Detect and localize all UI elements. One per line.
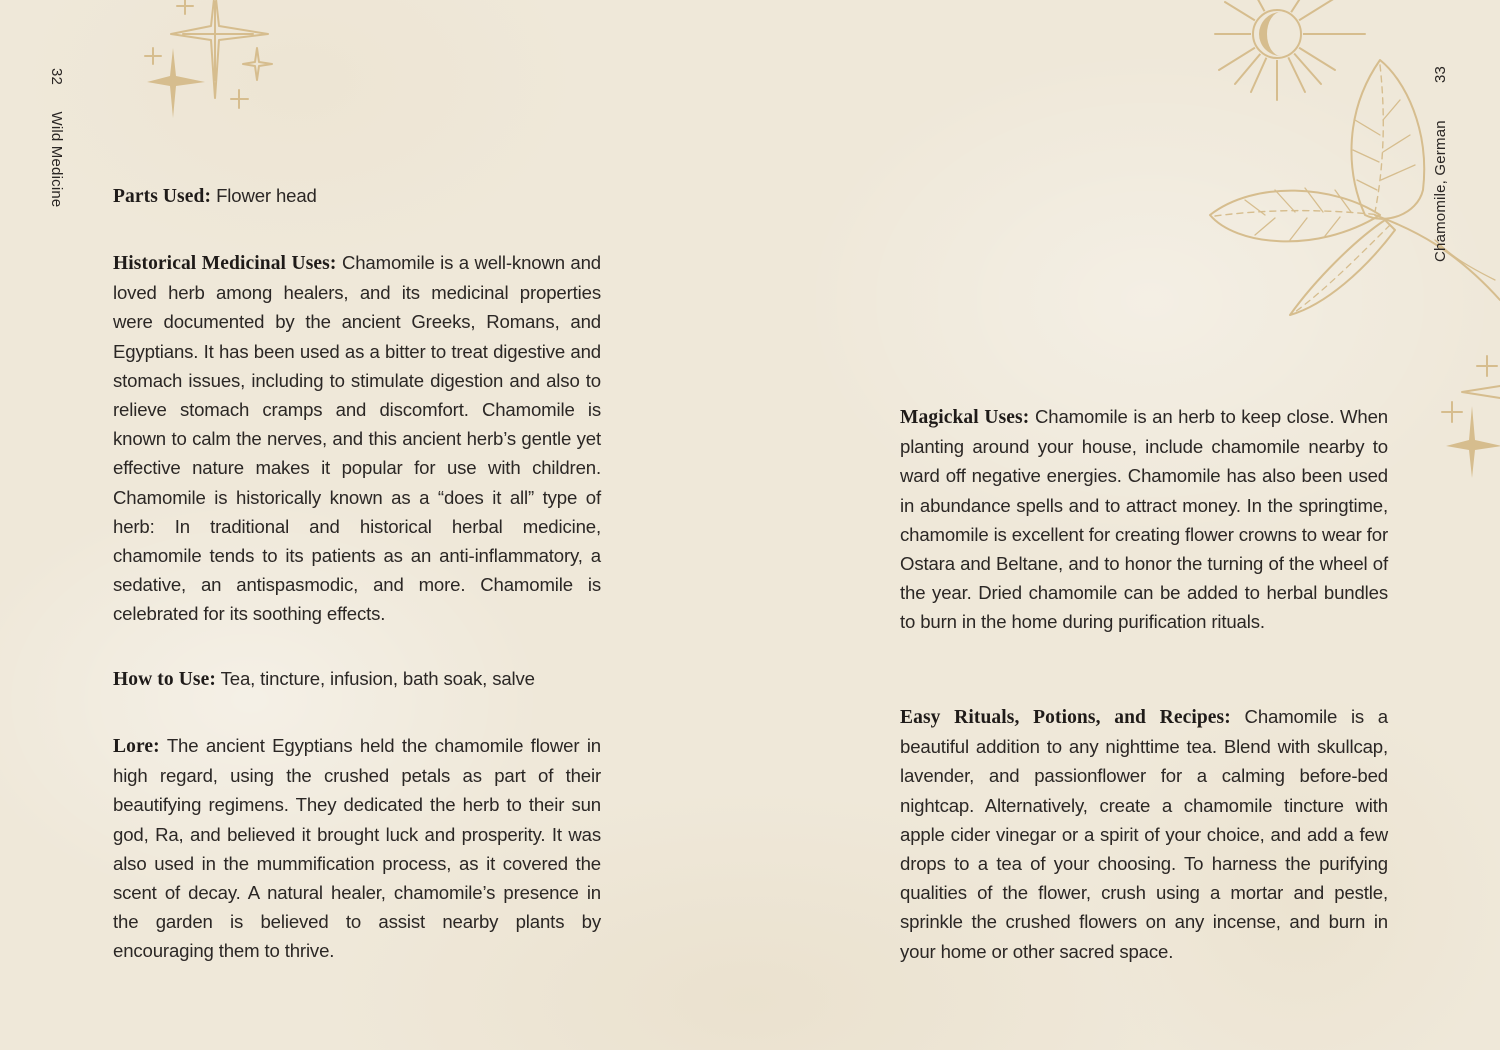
running-head-title-left: Wild Medicine <box>48 111 65 208</box>
running-head-title-right: Chamomile, German <box>1432 120 1449 262</box>
sparkle-stars-icon <box>1440 350 1500 480</box>
section-historical-medicinal-uses <box>113 248 601 629</box>
section-label: Lore: <box>113 736 160 757</box>
section-text: Chamomile is a well-known and loved herb among healers, and its medicinal properties were documented by the ancient Greeks, Romans, and Egyptians. It has been used as a bitter to treat digestive and stomach issues, including to stimulate digestion and also to relieve stomach cramps and discomfort. Chamomile is known to calm the nerves, and this ancient herb’s gentle yet effective nature makes it popular for use with children. Chamomile is historically known as a “does it all” type of herb: In traditional and historical herbal medicine, chamomile tends to its patients as an anti-inflammatory, a sedative, an antispasmodic, and more. Chamomile is celebrated for its soothing effects. <box>113 252 601 625</box>
section-text: The ancient Egyptians held the chamomile flower in high regard, using the crushed petals as part of their beautifying regimens. They dedicated the herb to their sun god, Ra, and believed it brought luck and prosperity. It was also used in the mummification process, as it covered the scent of decay. A natural healer, chamomile’s presence in the garden is believed to assist nearby plants by encouraging them to thrive. <box>113 735 601 962</box>
running-head-left <box>48 68 65 207</box>
section-lore <box>113 731 601 966</box>
section-label: Magickal Uses: <box>900 407 1030 428</box>
section-label: Historical Medicinal Uses: <box>113 253 337 274</box>
section-how-to-use <box>113 664 601 694</box>
section-text: Flower head <box>216 185 317 206</box>
section-parts-used <box>113 181 601 211</box>
page-number-left: 32 <box>48 68 65 86</box>
section-text: Chamomile is an herb to keep close. When planting around your house, include chamomile nearby to ward off negative energies. Chamomile has also been used in abundance spells and to attract money. In the springtime, chamomile is excellent for creating flower crowns to wear for Ostara and Beltane, and to honor the turning of the wheel of the year. Dried chamomile can be added to herbal bundles to burn in the home during purification rituals. <box>900 406 1388 633</box>
section-easy-rituals-potions-recipes <box>900 702 1388 966</box>
running-head-right <box>1432 66 1449 262</box>
section-label: Parts Used: <box>113 186 212 207</box>
section-magickal-uses <box>900 402 1388 637</box>
section-label: Easy Rituals, Potions, and Recipes: <box>900 707 1231 728</box>
section-text: Tea, tincture, infusion, bath soak, salve <box>220 668 535 689</box>
chamomile-leaf-illustration <box>1195 40 1500 320</box>
section-text: Chamomile is a beautiful addition to any nighttime tea. Blend with skullcap, lavender, and passionflower for a calming before-bed nightcap. Alternatively, create a chamomile tincture with apple cider vinegar or a spirit of your choice, and add a few drops to a tea of your choosing. To harness the purifying qualities of the flower, crush using a mortar and pestle, sprinkle the crushed flowers on any incense, and burn in your home or other sacred space. <box>900 706 1388 962</box>
sparkle-stars-icon <box>135 0 275 125</box>
page-number-right: 33 <box>1432 66 1449 84</box>
section-label: How to Use: <box>113 669 216 690</box>
